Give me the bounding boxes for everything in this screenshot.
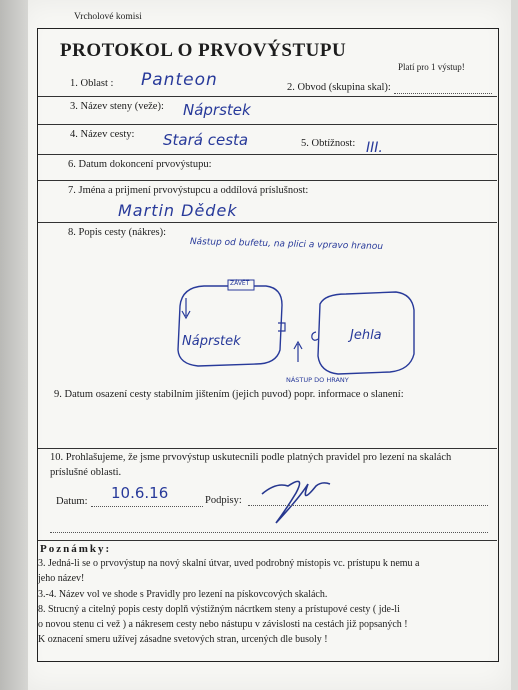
tower1-label: Náprstek [182, 334, 241, 349]
district-label: 2. Obvod (skupina skal): [287, 82, 391, 93]
description-label: 8. Popis cesty (nákres): [68, 227, 166, 238]
notes-heading: Poznámky: [40, 543, 112, 555]
signature-dotline-2 [50, 532, 488, 533]
notes-divider [38, 540, 497, 541]
start-label: NÁSTUP DO HRANY [286, 376, 349, 384]
climbers-value: Martin Dědek [118, 201, 238, 220]
difficulty-value: III. [366, 140, 383, 156]
route-value: Stará cesta [163, 131, 249, 149]
description-value: Nástup od bufetu, na plici a vpravo hranou [189, 237, 384, 253]
signature-dotline [248, 505, 488, 506]
note-item: 3.-4. Název vol ve shode s Pravidly pro lezení na pískovcových skalách. [38, 589, 328, 600]
date-value: 10.6.16 [111, 484, 169, 502]
form-title: PROTOKOL O PRVOVÝSTUPU [60, 40, 347, 61]
note-item: 8. Strucný a citelný popis cesty doplň výstižným nácrtkem steny a prístupové cesty ( jde-li [38, 604, 400, 615]
area-value: Panteon [141, 70, 218, 90]
note-item: K oznacení smeru užívej zásadne svetových stran, urcených dle busoly ! [38, 634, 328, 645]
difficulty-label: 5. Obtížnost: [301, 138, 356, 149]
signatures-label: Podpisy: [205, 495, 242, 506]
summit-label: ZÁVĚŤ [230, 280, 250, 287]
note-item: o novou stenu ci vež ) a nákresem cesty nebo nástupu v závislosti na cestách již popsaných ! [38, 619, 408, 630]
declaration-line2: príslušné oblasti. [50, 467, 122, 478]
area-label: 1. Oblast : [70, 78, 114, 89]
route-label: 4. Název cesty: [70, 129, 135, 140]
anchoring-label: 9. Datum osazení cesty stabilním jištením (jejich puvod) popr. informace o slanení: [54, 389, 404, 400]
wall-value: Náprstek [183, 101, 251, 119]
wall-label: 3. Název steny (veže): [70, 101, 164, 112]
validity-note: Platí pro 1 výstup! [398, 62, 465, 72]
date-label: Datum: [56, 496, 88, 507]
climbers-label: 7. Jména a prijmení prvovýstupcu a oddílová príslušnost: [68, 185, 309, 196]
row-divider [38, 448, 497, 449]
date-completed-label: 6. Datum dokoncení prvovýstupu: [68, 159, 212, 170]
tower2-label: Jehla [350, 328, 382, 343]
declaration-line1: 10. Prohlašujeme, že jsme prvovýstup uskutecnili podle platných pravidel pro lezení na skalách [50, 452, 452, 463]
note-item: jeho název! [38, 573, 85, 584]
note-item: 3. Jedná-li se o prvovýstup na nový skalní útvar, uved podrobný místopis vc. prístupu k nemu a [38, 558, 420, 569]
committee-label: Vrcholové komisi [74, 12, 142, 22]
date-dotline [91, 506, 203, 507]
